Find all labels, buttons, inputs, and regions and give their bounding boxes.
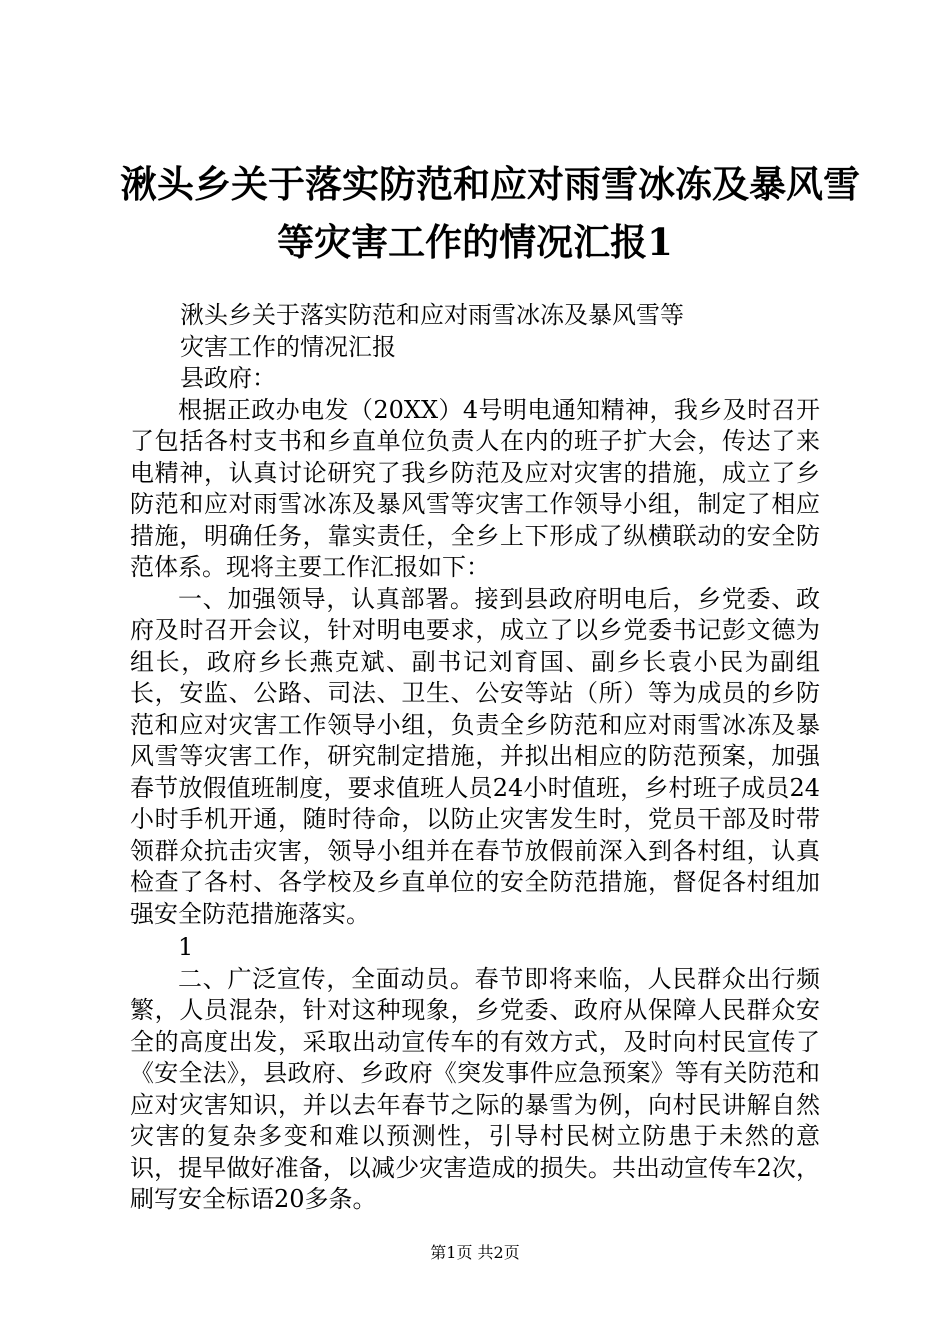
document-title-line1: 湫头乡关于落实防范和应对雨雪冰冻及暴风雪: [120, 162, 860, 206]
paragraph-section-one: 一、加强领导，认真部署。接到县政府明电后，乡党委、政府及时召开会议，针对明电要求，成立了以乡党委书记彭文德为组长，政府乡长燕克斌、副书记刘育国、副乡长袁小民为副组长，安监、公路、司法、卫生、公安等站（所）等为成员的乡防范和应对灾害工作领导小组，负责全乡防范和应对雨雪冰冻及暴风雪等灾害工作，研究制定措施，并拟出相应的防范预案，加强春节放假值班制度，要求值班人员24小时值班，乡村班子成员24小时手机开通，随时待命，以防止灾害发生时，党员干部及时带领群众抗击灾害，领导小组并在春节放假前深入到各村组，认真检查了各村、各学校及乡直单位的安全防范措施，督促各村组加强安全防范措施落实。: [130, 584, 820, 928]
document-title-line2: 等灾害工作的情况汇报1: [277, 220, 673, 264]
addressee: 县政府：: [180, 364, 276, 392]
page-footer: 第1页 共2页: [430, 1243, 520, 1262]
inline-page-number: 1: [178, 933, 194, 961]
subtitle-line1: 湫头乡关于落实防范和应对雨雪冰冻及暴风雪等: [180, 301, 684, 329]
paragraph-section-two: 二、广泛宣传，全面动员。春节即将来临，人民群众出行频繁，人员混杂，针对这种现象，乡党委、政府从保障人民群众安全的高度出发，采取出动宣传车的有效方式，及时向村民宣传了《安全法》，县政府、乡政府《突发事件应急预案》等有关防范和应对灾害知识，并以去年春节之际的暴雪为例，向村民讲解自然灾害的复杂多变和难以预测性，引导村民树立防患于未然的意识，提早做好准备，以减少灾害造成的损失。共出动宣传车2次，刷写安全标语20多条。: [130, 964, 820, 1213]
paragraph-intro: 根据正政办电发（20XX）4号明电通知精神，我乡及时召开了包括各村支书和乡直单位负责人在内的班子扩大会，传达了来电精神，认真讨论研究了我乡防范及应对灾害的措施，成立了乡防范和应对雨雪冰冻及暴风雪等灾害工作领导小组，制定了相应措施，明确任务，靠实责任，全乡上下形成了纵横联动的安全防范体系。现将主要工作汇报如下：: [130, 395, 820, 581]
document-body: [130, 300, 820, 1216]
subtitle-line2: 灾害工作的情况汇报: [180, 332, 396, 361]
